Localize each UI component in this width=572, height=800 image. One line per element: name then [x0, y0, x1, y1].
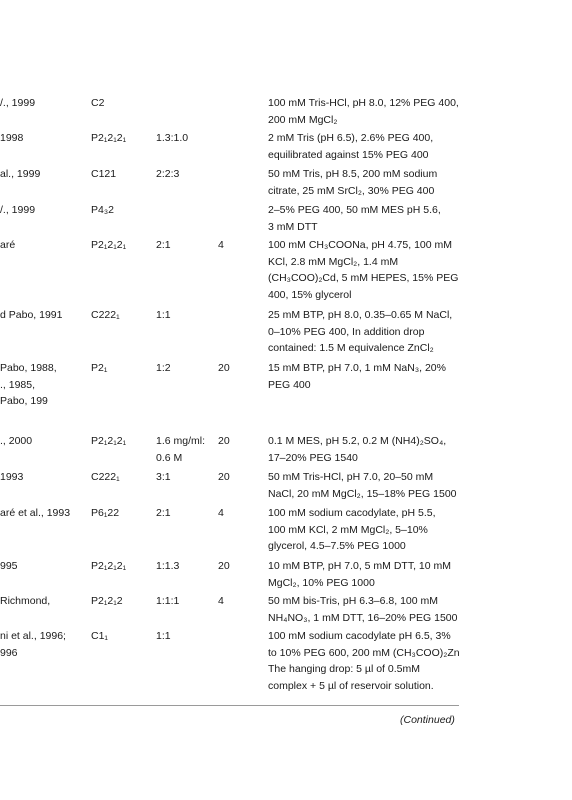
space-group-cell: C1₁	[91, 630, 108, 642]
conditions-cell: 50 mM bis-Tris, pH 6.3–6.8, 100 mM NH₄NO₃, 1 mM DTT, 16–20% PEG 1500	[268, 595, 458, 624]
temperature-cell: 20	[218, 560, 230, 572]
ratio-cell: 1:1:1	[156, 595, 180, 607]
reference-cell: al., 1999	[0, 168, 41, 180]
reference-cell: aré et al., 1993	[0, 507, 71, 519]
space-group-cell: C222₁	[91, 471, 120, 483]
conditions-cell: 2–5% PEG 400, 50 mM MES pH 5.6, 3 mM DTT	[268, 204, 441, 233]
temperature-cell: 20	[218, 471, 230, 483]
temperature-cell: 4	[218, 595, 224, 607]
conditions-cell: 2 mM Tris (pH 6.5), 2.6% PEG 400, equilibrated against 15% PEG 400	[268, 132, 434, 161]
temperature-cell: 20	[218, 435, 230, 447]
space-group-cell: C222₁	[91, 309, 120, 321]
space-group-cell: P2₁2₁2	[91, 595, 123, 607]
conditions-cell: 100 mM Tris-HCl, pH 8.0, 12% PEG 400, 200 mM MgCl₂	[268, 97, 459, 126]
space-group-cell: P2₁2₁2₁	[91, 435, 127, 447]
ratio-cell: 3:1	[156, 471, 171, 483]
space-group-cell: P2₁2₁2₁	[91, 239, 127, 251]
conditions-cell: 50 mM Tris-HCl, pH 7.0, 20–50 mM NaCl, 20 mM MgCl₂, 15–18% PEG 1500	[268, 471, 457, 500]
space-group-cell: P2₁2₁2₁	[91, 132, 127, 144]
reference-cell: 1993	[0, 471, 24, 483]
ratio-cell: 2:1	[156, 507, 171, 519]
ratio-cell: 1.6 mg/ml: 0.6 M	[156, 435, 206, 464]
ratio-cell: 1:1	[156, 630, 171, 642]
conditions-cell: 50 mM Tris, pH 8.5, 200 mM sodium citrate, 25 mM SrCl₂, 30% PEG 400	[268, 168, 438, 197]
temperature-cell: 4	[218, 507, 224, 519]
temperature-cell: 20	[218, 362, 230, 374]
reference-cell: Richmond,	[0, 595, 51, 607]
space-group-cell: C121	[91, 168, 117, 180]
conditions-cell: 10 mM BTP, pH 7.0, 5 mM DTT, 10 mM MgCl₂, 10% PEG 1000	[268, 560, 452, 589]
ratio-cell: 1:1.3	[156, 560, 180, 572]
space-group-cell: P2₁2₁2₁	[91, 560, 127, 572]
conditions-cell: 0.1 M MES, pH 5.2, 0.2 M (NH4)₂SO₄, 17–20% PEG 1540	[268, 435, 447, 464]
ratio-cell: 1:1	[156, 309, 171, 321]
space-group-cell: P4₃2	[91, 204, 114, 216]
reference-cell: ., 2000	[0, 435, 33, 447]
table-bottom-rule	[0, 705, 459, 706]
space-group-cell: P2₁	[91, 362, 108, 374]
reference-cell: d Pabo, 1991	[0, 309, 63, 321]
reference-cell: /., 1999	[0, 97, 36, 109]
conditions-cell: 100 mM sodium cacodylate, pH 5.5, 100 mM KCl, 2 mM MgCl₂, 5–10% glycerol, 4.5–7.5% PEG 1000	[268, 507, 436, 552]
reference-cell: /., 1999	[0, 204, 36, 216]
conditions-cell: 25 mM BTP, pH 8.0, 0.35–0.65 M NaCl, 0–10% PEG 400, In addition drop contained: 1.5 M equivalence ZnCl₂	[268, 309, 453, 354]
continued-note: (Continued)	[400, 714, 455, 726]
reference-cell: ni et al., 1996; 996	[0, 630, 66, 659]
reference-cell: 995	[0, 560, 18, 572]
reference-cell: 1998	[0, 132, 24, 144]
conditions-cell: 100 mM sodium cacodylate pH 6.5, 3% to 10% PEG 600, 200 mM (CH₃COO)₂Zn The hanging drop: 5 µl of 0.5mM complex + 5 µl of reservoir solution.	[268, 630, 460, 692]
ratio-cell: 2:2:3	[156, 168, 180, 180]
temperature-cell: 4	[218, 239, 224, 251]
reference-cell: aré	[0, 239, 16, 251]
ratio-cell: 1:2	[156, 362, 171, 374]
space-group-cell: P6₁22	[91, 507, 120, 519]
conditions-cell: 15 mM BTP, pH 7.0, 1 mM NaN₃, 20% PEG 400	[268, 362, 446, 391]
reference-cell: Pabo, 1988, ., 1985, Pabo, 199	[0, 362, 57, 407]
ratio-cell: 2:1	[156, 239, 171, 251]
conditions-cell: 100 mM CH₃COONa, pH 4.75, 100 mM KCl, 2.8 mM MgCl₂, 1.4 mM (CH₃COO)₂Cd, 5 mM HEPES, 15% PEG 400, 15% glycerol	[268, 239, 459, 301]
space-group-cell: C2	[91, 97, 105, 109]
ratio-cell: 1.3:1.0	[156, 132, 189, 144]
